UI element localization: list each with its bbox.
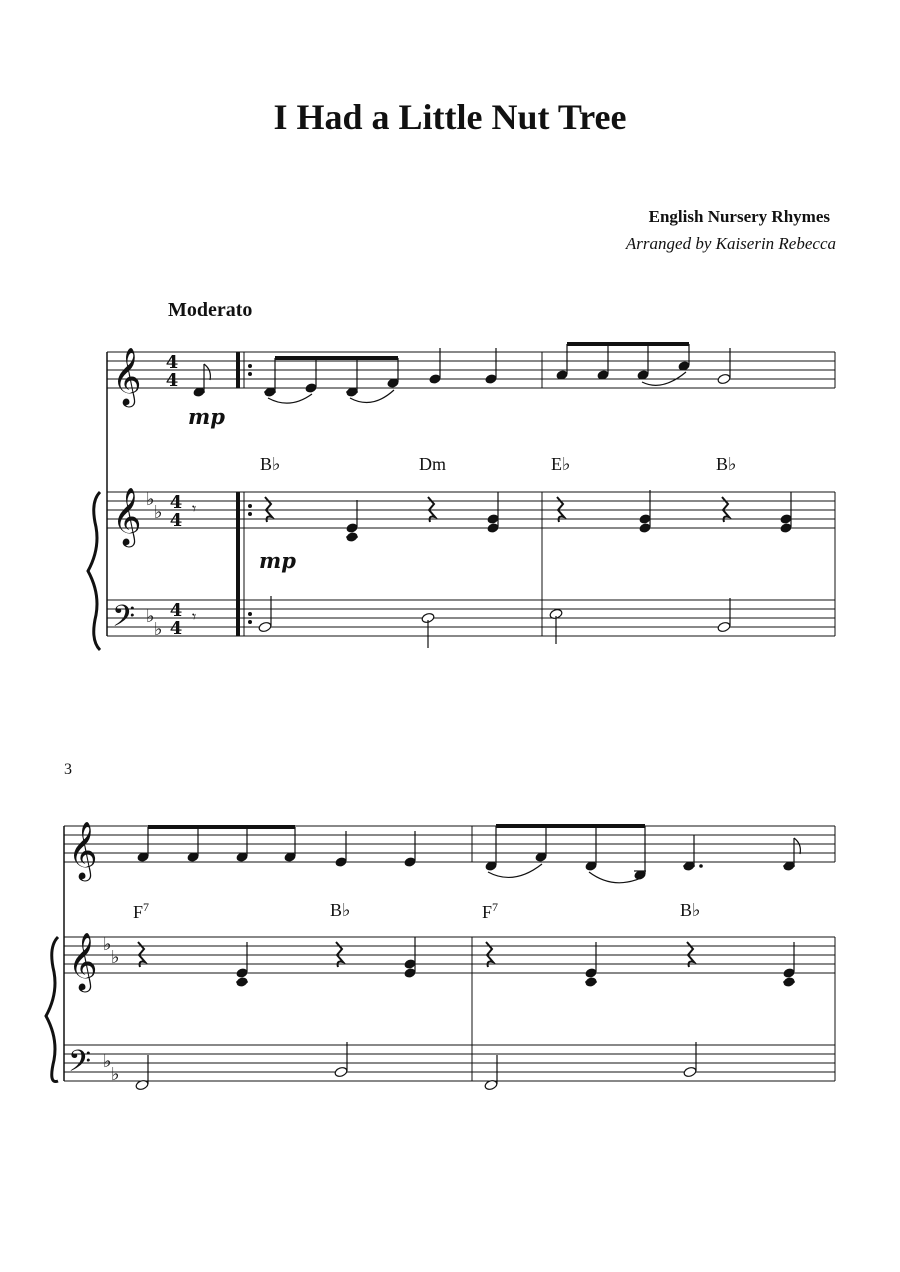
chord-symbol: B♭: [680, 900, 701, 920]
chord-symbol: B♭: [716, 454, 737, 474]
piano-treble-staff: [107, 492, 835, 528]
bass-clef-icon: 𝄢: [112, 600, 136, 641]
piano-bass-notes: [135, 1042, 697, 1091]
svg-text:𝄾: 𝄾: [192, 607, 197, 626]
chord-symbol: Dm: [419, 454, 446, 474]
chord-symbol: $F^7$: [482, 900, 499, 922]
piano-treble-staff: [64, 937, 835, 973]
treble-clef-icon: 𝄞: [112, 347, 142, 405]
piano-bass-staff: [64, 1045, 835, 1081]
piano-treble-notes: [138, 937, 795, 987]
chord-symbol: B♭: [330, 900, 351, 920]
treble-clef-icon: 𝄞: [68, 821, 98, 879]
flat-icon: ♭: [111, 947, 120, 968]
voice-staff: [64, 826, 835, 862]
score-title: I Had a Little Nut Tree: [273, 97, 627, 137]
dynamic-marking: mp: [259, 548, 296, 573]
time-signature-numerator: 4: [165, 352, 179, 373]
time-signature-denominator: 4: [169, 618, 183, 639]
flat-icon: ♭: [103, 934, 112, 955]
bass-clef-icon: 𝄢: [68, 1045, 92, 1086]
flat-icon: ♭: [146, 489, 155, 510]
svg-text:𝄾: 𝄾: [192, 499, 197, 518]
arranger-credit: Arranged by Kaiserin Rebecca: [625, 234, 836, 253]
chord-symbol: E♭: [551, 454, 571, 474]
composer-credit: English Nursery Rhymes: [648, 207, 830, 226]
flat-icon: ♭: [154, 502, 163, 523]
piano-brace: [88, 492, 100, 650]
time-signature-numerator: 4: [169, 492, 183, 513]
flat-icon: ♭: [103, 1051, 112, 1072]
chord-symbol: B♭: [260, 454, 281, 474]
tempo-marking: Moderato: [168, 299, 253, 321]
flat-icon: ♭: [111, 1064, 120, 1085]
voice-notes-m3: [137, 825, 416, 867]
piano-brace: [46, 937, 58, 1082]
piano-treble-notes: [192, 490, 792, 542]
flat-icon: ♭: [146, 606, 155, 627]
measure-number: 3: [64, 761, 72, 778]
flat-icon: ♭: [154, 619, 163, 640]
time-signature-denominator: 4: [165, 370, 179, 391]
piano-bass-notes: [192, 596, 731, 648]
treble-clef-icon: 𝄞: [68, 932, 98, 990]
treble-clef-icon: 𝄞: [112, 487, 142, 545]
time-signature-denominator: 4: [169, 510, 183, 531]
time-signature-numerator: 4: [169, 600, 183, 621]
dynamic-marking: mp: [188, 404, 225, 429]
chord-symbol: $F^7$: [133, 900, 150, 922]
